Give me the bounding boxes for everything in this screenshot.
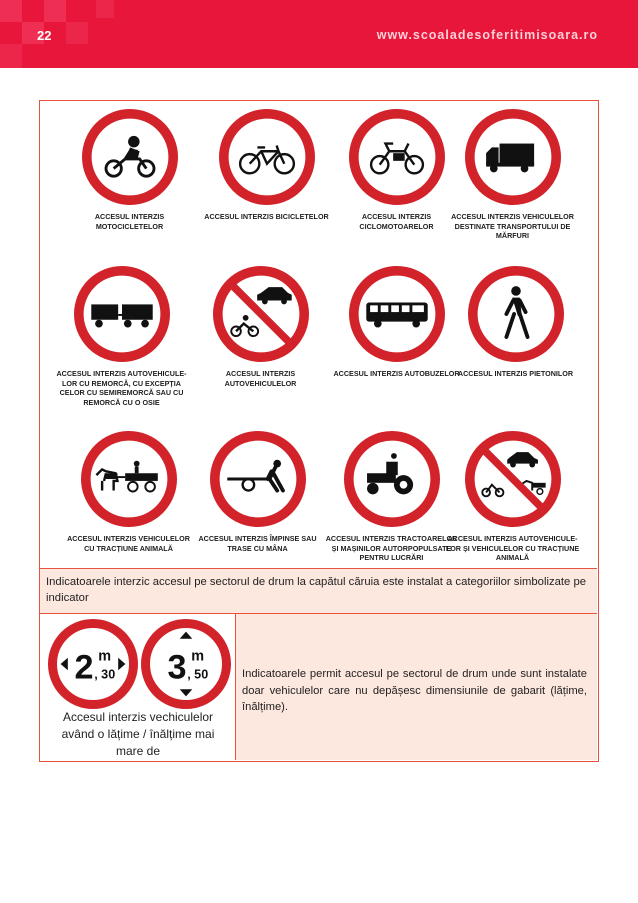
sign-motor-and-animal (445, 431, 580, 563)
sign-animal-drawn (61, 431, 196, 553)
dimension-description: Indicatoarele permit accesul pe sectorul de drum unde sunt instalate doar vehiculelor care nu depășesc dimensiunile de gabarit (lățime, înălțime). (236, 614, 597, 760)
sign-caption: ACCESUL INTERZIS TRACTOARELOR ȘI MAȘINILOR AUTORPOPULSATE PENTRU LUCRĂRI (325, 534, 458, 562)
sign-caption: ACCESUL INTERZIS VEHICULELOR CU TRACȚIUNE ANIMALĂ (67, 534, 190, 553)
pedestrian-icon (468, 266, 564, 362)
sign-tractors (324, 431, 459, 563)
sign-buses (329, 266, 464, 379)
sign-motor-vehicles (193, 266, 328, 388)
sign-handcarts (190, 431, 325, 553)
website-url[interactable]: www.scoaladesoferitimisoara.ro (376, 28, 598, 42)
car-motorcycle-cart-crossed-icon (465, 431, 561, 527)
sign-motorcycles (62, 109, 197, 231)
height-limit-sign (141, 619, 231, 709)
dimension-signs-panel (40, 614, 236, 760)
car-trailer-icon (74, 266, 170, 362)
tractor-icon (344, 431, 440, 527)
header-bar (0, 0, 638, 68)
width-unit: m (98, 648, 112, 665)
width-major: 2 (74, 648, 94, 687)
dimension-signs-label: Accesul interzis vechiculelor având o lățime / înălțime mai mare de (61, 710, 215, 758)
motorcycle-icon (82, 109, 178, 205)
bicycle-icon (219, 109, 315, 205)
bus-icon (349, 266, 445, 362)
truck-icon (465, 109, 561, 205)
height-unit: m (191, 648, 205, 665)
sign-caption: ACCESUL INTERZIS BICICLETELOR (204, 212, 329, 221)
handcart-icon (210, 431, 306, 527)
sign-pedestrians (448, 266, 583, 379)
sign-caption: ACCESUL INTERZIS PIETONILOR (457, 369, 574, 378)
height-decimal: , 50 (187, 667, 209, 682)
sign-mopeds (329, 109, 464, 231)
sign-caption: ACCESUL INTERZIS ÎMPINSE SAU TRASE CU MÂNA (198, 534, 317, 553)
sign-caption: ACCESUL INTERZIS AUTOVEHICULE-LOR ȘI VEHICULELOR CU TRACȚIUNE ANIMALĂ (445, 534, 580, 562)
sign-caption: ACCESUL INTERZIS CICLOMOTOARELOR (359, 212, 434, 231)
sign-caption: ACCESUL INTERZIS AUTOVEHICULELOR (224, 369, 297, 388)
page-number: 22 (37, 28, 52, 43)
horse-cart-icon (81, 431, 177, 527)
content-frame (39, 100, 599, 762)
height-major: 3 (167, 648, 187, 687)
sign-trucks (445, 109, 580, 241)
width-limit-sign (48, 619, 138, 709)
moped-icon (349, 109, 445, 205)
sign-caption: ACCESUL INTERZIS AUTOBUZELOR (333, 369, 460, 378)
prohibition-description: Indicatoarele interzic accesul pe sectorul de drum la capătul căruia este instalat a categoriilor simbolizate pe indicator (40, 568, 597, 614)
sign-caption: ACCESUL INTERZIS VEHICULELOR DESTINATE TRANSPORTULUI DE MĂRFURI (451, 212, 574, 240)
sign-bicycles (199, 109, 334, 222)
sign-caption: ACCESUL INTERZIS AUTOVEHICULE-LOR CU REMORCĂ, CU EXCEPȚIA CELOR CU SEMIREMORCĂ SAU CU REMORCĂ CU O OSIE (56, 369, 187, 407)
sign-trailers (54, 266, 189, 407)
sign-caption: ACCESUL INTERZIS MOTOCICLETELOR (94, 212, 165, 231)
width-decimal: , 30 (94, 667, 116, 682)
signs-grid (40, 101, 597, 568)
car-motorcycle-crossed-icon (213, 266, 309, 362)
